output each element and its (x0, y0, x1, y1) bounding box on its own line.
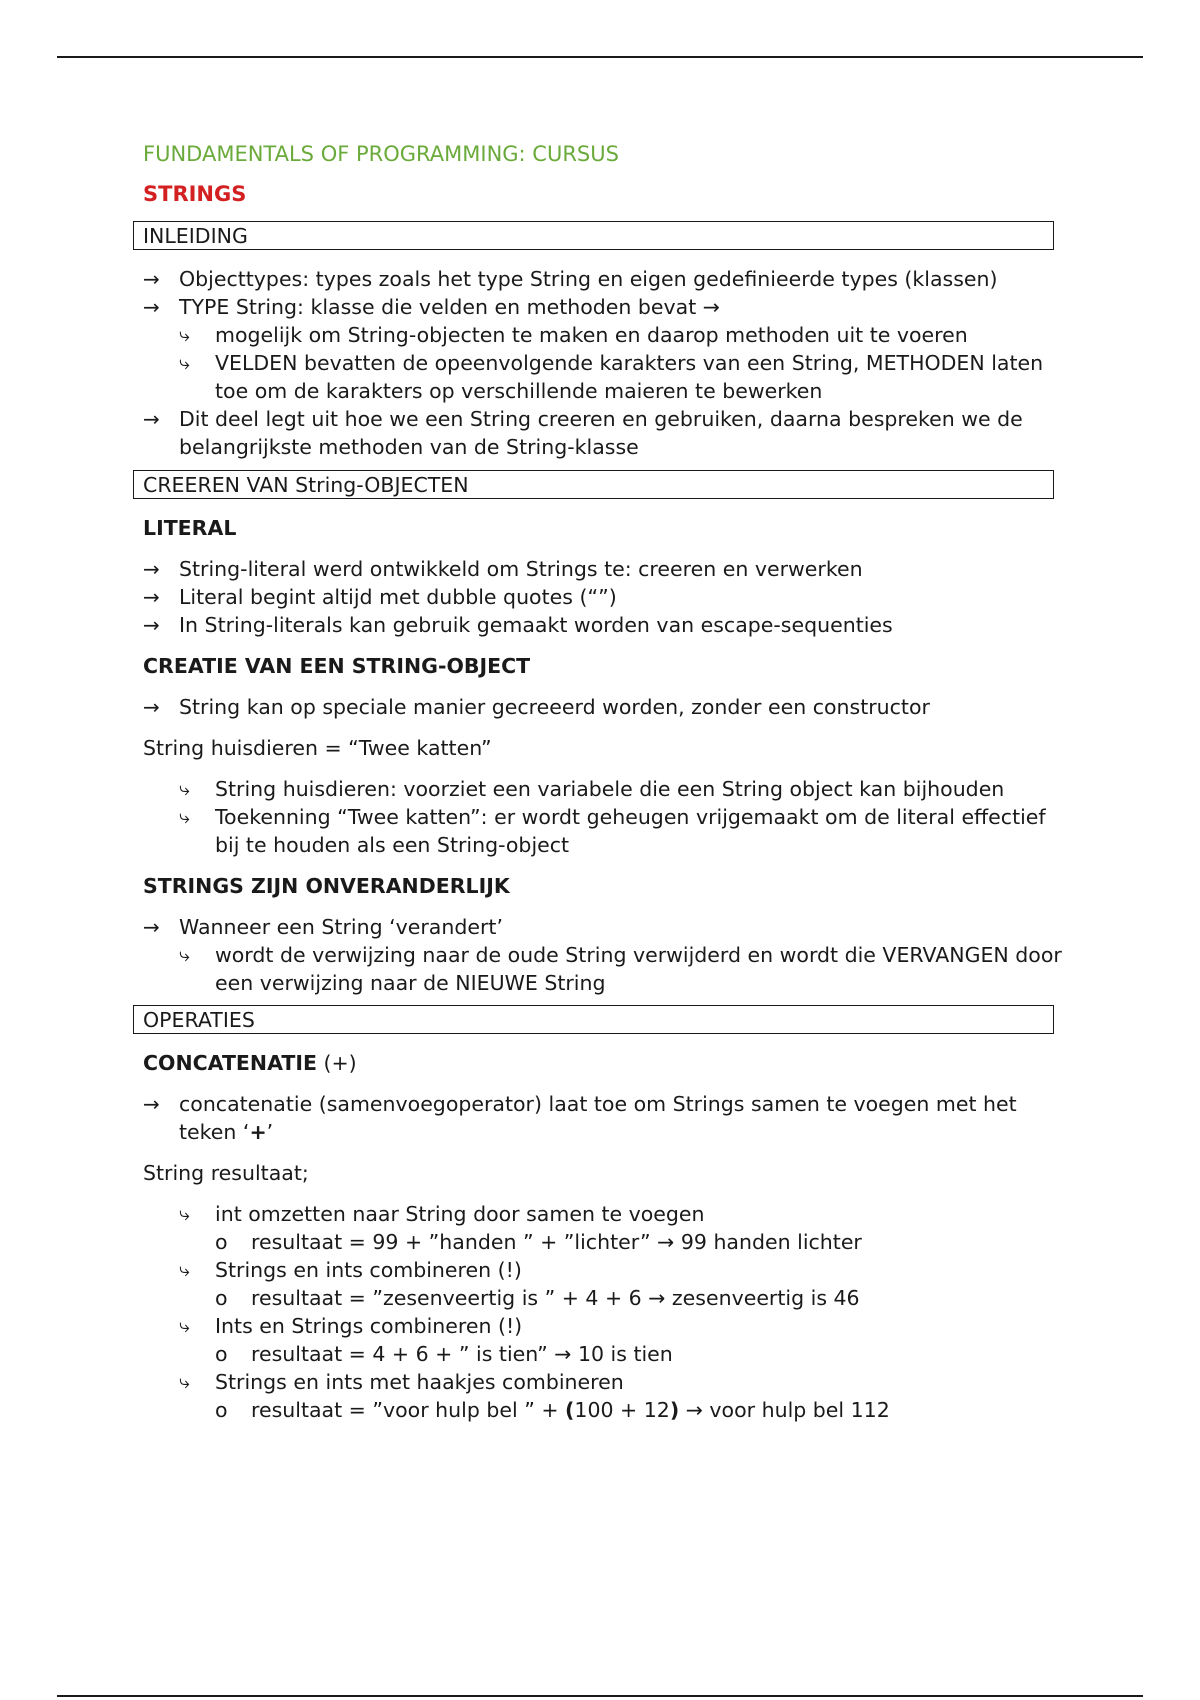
list-item (143, 1368, 1063, 1396)
concat-suffix: (+) (316, 1051, 357, 1075)
hook-arrow-icon: ⤷ (179, 1371, 190, 1393)
section-title: STRINGS (143, 182, 247, 206)
list-item-text: ’ (266, 1120, 274, 1144)
list-item (143, 1228, 1063, 1256)
list-item-text: wordt de verwijzing naar de oude String verwijderd en wordt die VERVANGEN door een verwijzing naar de NIEUWE String (215, 943, 1062, 995)
list-item-text: String kan op speciale manier gecreeerd worden, zonder een constructor (179, 695, 930, 719)
list-item (143, 803, 1063, 859)
list-item (143, 775, 1063, 803)
list-item (143, 913, 1063, 941)
arrow-icon: → (143, 295, 160, 319)
document-body (143, 140, 1063, 1424)
circle-bullet-icon: o (215, 1230, 228, 1254)
top-rule (57, 56, 1143, 58)
circle-bullet-icon: o (215, 1398, 228, 1422)
list-item-text: concatenatie (samenvoegoperator) laat toe om Strings samen te voegen met het teken ‘ (179, 1092, 1017, 1144)
list-item (143, 1090, 1063, 1146)
hook-arrow-icon: ⤷ (179, 352, 190, 374)
concat-title: CONCATENATIE (143, 1051, 317, 1075)
arrow-icon: → (143, 557, 160, 581)
list-item (143, 611, 1063, 639)
hook-arrow-icon: ⤷ (179, 1203, 190, 1225)
list-item-text: TYPE String: klasse die velden en methoden bevat → (179, 295, 720, 319)
list-item-text: String huisdieren: voorziet een variabele die een String object kan bijhouden (215, 777, 1005, 801)
list-item-text: Strings en ints met haakjes combineren (215, 1370, 624, 1394)
hook-arrow-icon: ⤷ (179, 806, 190, 828)
circle-bullet-icon: o (215, 1342, 228, 1366)
hook-arrow-icon: ⤷ (179, 1315, 190, 1337)
list-item (143, 293, 1063, 321)
list-item (143, 349, 1063, 405)
list-item-text: int omzetten naar String door samen te voegen (215, 1202, 705, 1226)
list-item-text: String-literal werd ontwikkeld om Strings te: creeren en verwerken (179, 557, 863, 581)
hook-arrow-icon: ⤷ (179, 944, 190, 966)
heading-inleiding: INLEIDING (133, 221, 1054, 250)
hook-arrow-icon: ⤷ (179, 1259, 190, 1281)
literal-list (143, 555, 1063, 639)
example-text: resultaat = ”voor hulp bel ” + (251, 1398, 566, 1422)
example-text: resultaat = 4 + 6 + ” is tien” → 10 is tien (251, 1342, 673, 1366)
list-item (143, 555, 1063, 583)
list-item (143, 941, 1063, 997)
arrow-icon: → (143, 407, 160, 431)
list-item-text: mogelijk om String-objecten te maken en daarop methoden uit te voeren (215, 323, 968, 347)
hook-arrow-icon: ⤷ (179, 324, 190, 346)
creatie-list (143, 693, 1063, 721)
operaties-examples (143, 1200, 1063, 1424)
list-item (143, 265, 1063, 293)
arrow-icon: → (143, 1092, 160, 1116)
example-text: 100 + 12 (574, 1398, 670, 1422)
heading-operaties: OPERATIES (133, 1005, 1054, 1034)
list-item (143, 693, 1063, 721)
inleiding-list (143, 265, 1063, 461)
example-paren: ( (565, 1398, 575, 1422)
list-item (143, 1340, 1063, 1368)
subheading-onveranderlijk: STRINGS ZIJN ONVERANDERLIJK (143, 874, 510, 898)
list-item-text: Literal begint altijd met dubble quotes (“”) (179, 585, 617, 609)
plus-sign: + (249, 1120, 267, 1144)
list-item (143, 1312, 1063, 1340)
list-item-text: In String-literals kan gebruik gemaakt worden van escape-sequenties (179, 613, 893, 637)
code-line: String huisdieren = “Twee katten” (143, 736, 492, 760)
list-item (143, 1396, 1063, 1424)
arrow-icon: → (143, 585, 160, 609)
arrow-icon: → (143, 267, 160, 291)
subheading-literal: LITERAL (143, 516, 237, 540)
code-line: String resultaat; (143, 1161, 309, 1185)
list-item (143, 1200, 1063, 1228)
circle-bullet-icon: o (215, 1286, 228, 1310)
example-text: resultaat = ”zesenveertig is ” + 4 + 6 → zesenveertig is 46 (251, 1286, 860, 1310)
example-paren: ) (669, 1398, 680, 1422)
hook-arrow-icon: ⤷ (179, 778, 190, 800)
arrow-icon: → (143, 613, 160, 637)
subheading-creatie: CREATIE VAN EEN STRING-OBJECT (143, 654, 531, 678)
list-item-text: Objecttypes: types zoals het type String en eigen gedefinieerde types (klassen) (179, 267, 998, 291)
example-text: resultaat = 99 + ”handen ” + ”lichter” → 99 handen lichter (251, 1230, 862, 1254)
list-item-text: Strings en ints combineren (!) (215, 1258, 522, 1282)
list-item (143, 1256, 1063, 1284)
arrow-icon: → (143, 695, 160, 719)
list-item-text: Wanneer een String ‘verandert’ (179, 915, 503, 939)
example-text: → voor hulp bel 112 (679, 1398, 890, 1422)
list-item (143, 1284, 1063, 1312)
list-item-text: Ints en Strings combineren (!) (215, 1314, 523, 1338)
list-item-text: Dit deel legt uit hoe we een String creeren en gebruiken, daarna bespreken we de belangrijkste methoden van de String-klasse (179, 407, 1023, 459)
list-item-text: Toekenning “Twee katten”: er wordt geheugen vrijgemaakt om de literal effectief bij te houden als een String-object (215, 805, 1046, 857)
list-item (143, 321, 1063, 349)
onveranderlijk-list (143, 913, 1063, 997)
subheading-concatenatie (143, 1049, 1063, 1077)
list-item (143, 405, 1063, 461)
bottom-rule (57, 1695, 1143, 1697)
arrow-icon: → (143, 915, 160, 939)
list-item (143, 583, 1063, 611)
list-item-text: VELDEN bevatten de opeenvolgende karakters van een String, METHODEN laten toe om de karakters op verschillende maieren te bewerken (215, 351, 1044, 403)
concat-list (143, 1090, 1063, 1146)
course-title: FUNDAMENTALS OF PROGRAMMING: CURSUS (143, 142, 619, 166)
creatie-sub-list (143, 775, 1063, 859)
heading-creeren: CREEREN VAN String-OBJECTEN (133, 470, 1054, 499)
